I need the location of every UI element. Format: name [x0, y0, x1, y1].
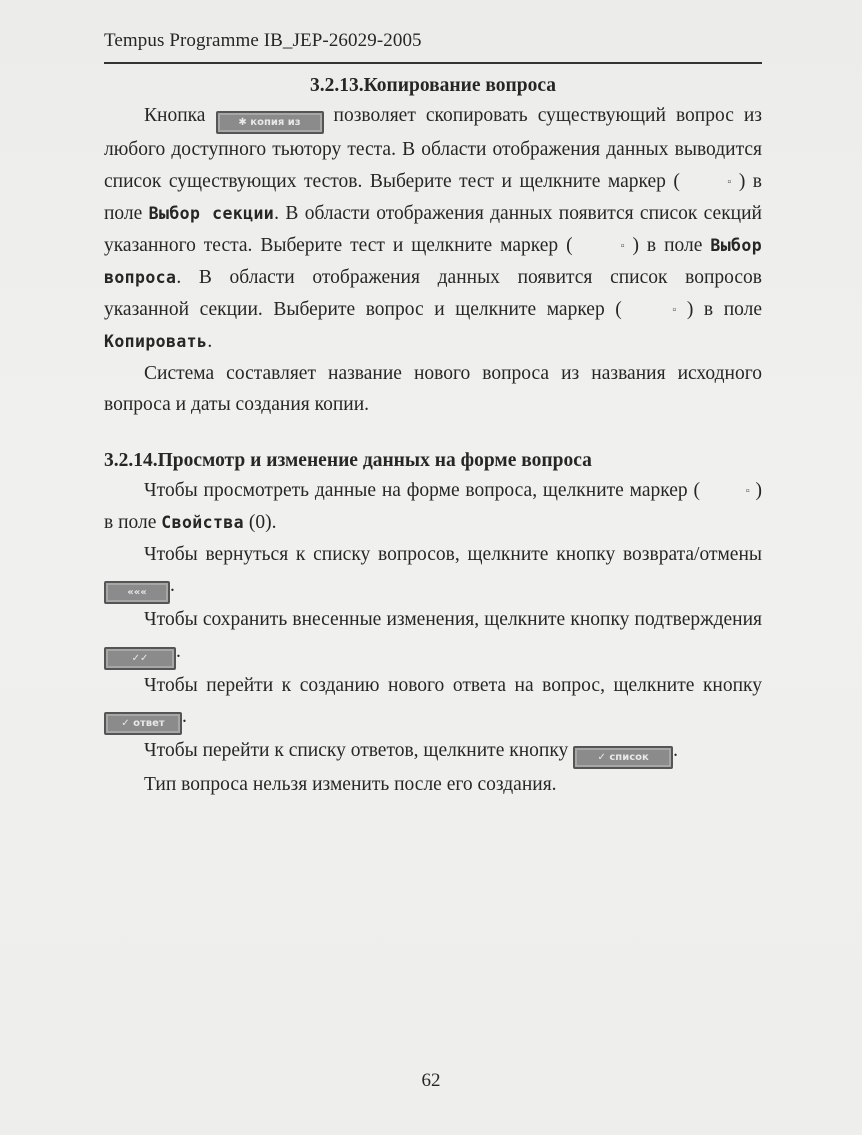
back-cancel-button[interactable]: «««	[104, 581, 170, 604]
field-section-select: Выбор секции	[148, 204, 275, 223]
field-question-select: Выбор вопроса	[104, 235, 763, 287]
page-number: 62	[421, 1070, 441, 1091]
page-content	[104, 72, 762, 801]
new-answer-button[interactable]: ✓ ответ	[104, 712, 182, 735]
section-title-view-edit: 3.2.14.Просмотр и изменение данных на форме вопроса	[104, 449, 592, 471]
answer-list-button[interactable]: ✓ список	[573, 746, 673, 769]
paragraph-save: Чтобы сохранить внесенные изменения, щелкните кнопку подтверждения ✓✓ .	[104, 604, 762, 670]
field-copy: Копировать	[104, 332, 208, 351]
section-title-copy-question: 3.2.13.Копирование вопроса	[309, 75, 557, 96]
marker-icon: ▫	[672, 303, 677, 316]
paragraph-answer-list: Чтобы перейти к списку ответов, щелкните кнопку ✓ список .	[104, 735, 762, 769]
marker-icon: ▫	[620, 239, 625, 252]
marker-icon: ▫	[745, 484, 750, 497]
paragraph-view-form: Чтобы просмотреть данные на форме вопроса, щелкните маркер ( ▫ ) в поле Свойства (0).	[104, 475, 762, 539]
running-header: Tempus Programme IB_JEP-26029-2005	[104, 30, 422, 51]
marker-icon: ▫	[727, 175, 732, 188]
field-properties: Свойства	[161, 513, 244, 532]
paragraph-new-answer: Чтобы перейти к созданию нового ответа на вопрос, щелкните кнопку ✓ ответ .	[104, 670, 762, 736]
header-rule	[104, 62, 762, 64]
paragraph-copy-instructions: Кнопка ✱ копия из позволяет скопировать существующий вопрос из любого доступного тьютору теста. В области отображения данных выводится список существующих тестов. Выберите тест и щелкните маркер ( ▫ ) в поле Выбор секции. В области отображения данных появится список секций указанного теста. Выберите тест и щелкните маркер ( ▫ ) в поле Выбор вопроса. В области отображения данных появится список вопросов указанной секции. Выберите вопрос и щелкните маркер ( ▫ ) в поле Копировать.	[104, 105, 763, 352]
paragraph-back: Чтобы вернуться к списку вопросов, щелкните кнопку возврата/отмены ««« .	[104, 539, 762, 605]
paragraph-type-note: Тип вопроса нельзя изменить после его создания.	[144, 774, 557, 795]
copy-from-button[interactable]: ✱ копия из	[216, 111, 324, 134]
confirm-button[interactable]: ✓✓	[104, 647, 176, 670]
paragraph-copy-naming: Система составляет название нового вопроса из названия исходного вопроса и даты создания копии.	[104, 362, 762, 415]
